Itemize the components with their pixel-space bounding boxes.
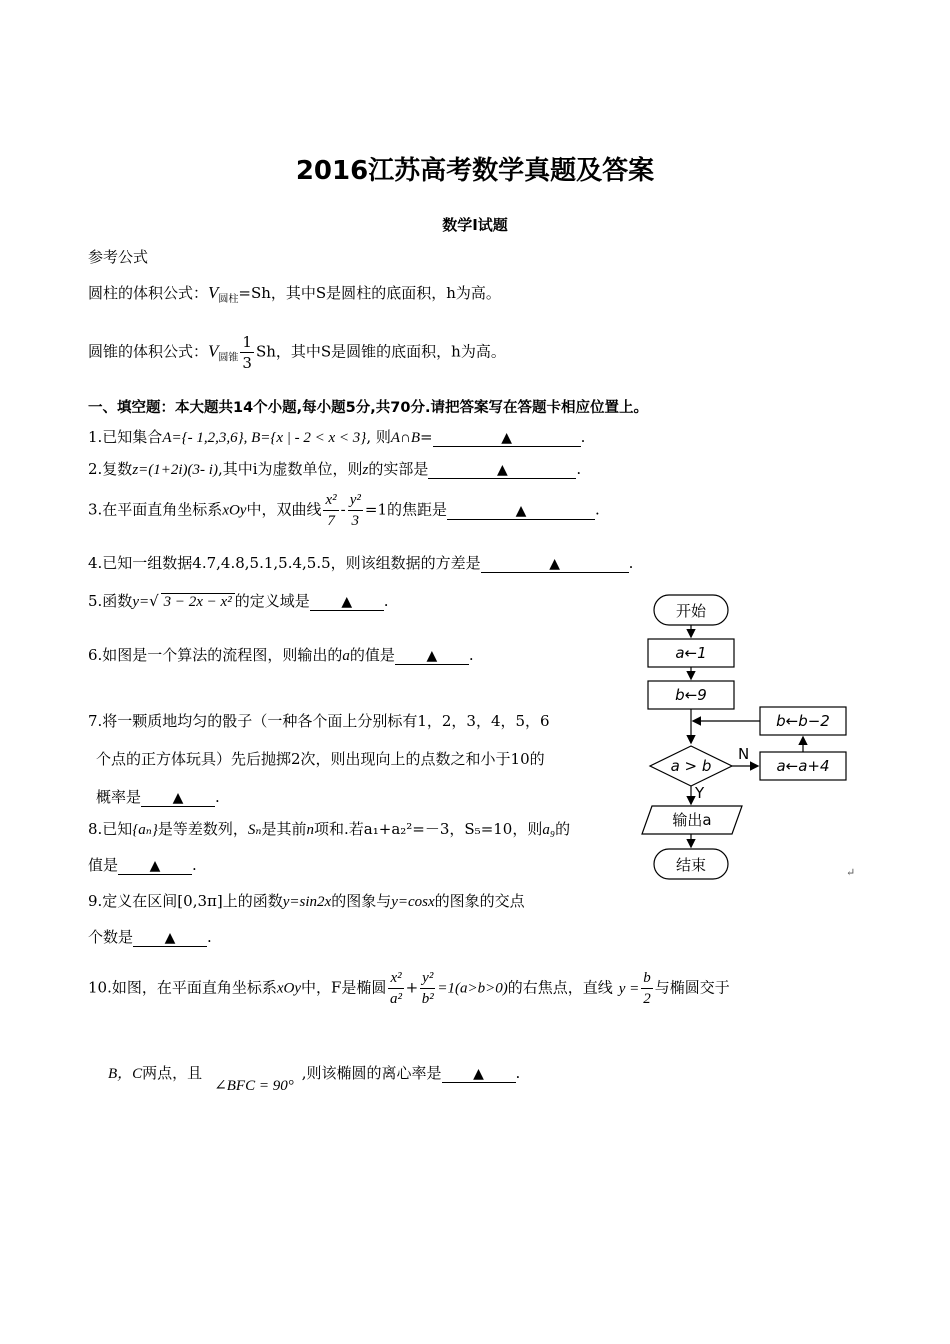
question-3 xyxy=(88,490,600,531)
page-title: 2016江苏高考数学真题及答案 xyxy=(295,156,655,186)
q3-frac-x xyxy=(323,490,338,531)
q10-ln: b xyxy=(641,968,653,989)
q10-line2-pre: 两点，且 xyxy=(142,1064,203,1082)
answer-blank[interactable] xyxy=(141,789,215,807)
q10-coord: xOy xyxy=(276,980,302,997)
q10-plus: + xyxy=(405,978,419,997)
question-8-line2 xyxy=(88,854,197,875)
cylinder-formula xyxy=(88,282,501,305)
q8-a9: a₉ xyxy=(542,822,556,838)
q8-mid3: 项和.若 xyxy=(314,820,364,838)
cone-v: V xyxy=(208,341,219,361)
q1-end: . xyxy=(580,428,586,446)
blank-triangle: ▲ xyxy=(172,790,184,806)
question-9-line1 xyxy=(88,890,525,911)
q10-eq: =1(a>b>0) xyxy=(437,980,508,997)
q1-post: = xyxy=(420,428,433,446)
q3-end: . xyxy=(595,500,600,519)
q3-coord: xOy xyxy=(222,502,247,519)
question-7-line2: 个点的正方体玩具）先后抛掷2次，则出现向上的点数之和小于10的 xyxy=(96,750,545,768)
q3-eq: =1 xyxy=(364,500,387,519)
q10-frac-x xyxy=(388,968,403,1009)
q9-line2: 个数是 xyxy=(88,928,134,946)
q10-frac-line xyxy=(641,968,653,1009)
question-1 xyxy=(88,426,585,447)
sqrt-icon: √ xyxy=(149,592,159,610)
question-8-line1 xyxy=(88,818,570,839)
q6-end: . xyxy=(468,646,474,664)
q9-post: 的图象的交点 xyxy=(434,892,525,910)
answer-blank[interactable] xyxy=(118,857,192,875)
q10-line2-post: ,则该椭圆的离心率是 xyxy=(301,1064,442,1082)
q9-f2: y=cosx xyxy=(391,894,435,910)
q8-sn: Sₙ xyxy=(247,822,262,838)
blank-triangle: ▲ xyxy=(341,594,353,610)
q3-d1: 7 xyxy=(327,513,335,529)
question-2 xyxy=(88,458,581,479)
q9-pre: 9.定义在区间[0,3π]上的函数 xyxy=(88,892,283,910)
q5-var: y= xyxy=(132,594,150,610)
flow-yes-label: Y xyxy=(695,784,705,802)
question-9-line2 xyxy=(88,926,212,947)
answer-blank[interactable] xyxy=(433,429,581,447)
q8-line2: 值是 xyxy=(88,856,119,874)
blank-triangle: ▲ xyxy=(473,1066,484,1082)
answer-blank[interactable] xyxy=(481,555,629,573)
q10-angle: ∠BFC = 90° xyxy=(214,1078,294,1094)
q3-mid: 中，双曲线 xyxy=(246,500,322,519)
answer-blank[interactable] xyxy=(428,461,576,479)
q3-n2: y² xyxy=(348,490,363,511)
q3-n1: x² xyxy=(323,490,338,511)
q3-minus: - xyxy=(340,500,346,519)
q8-cond: a₁+a₂²=－3，S₅=10，则 xyxy=(363,820,543,838)
flow-s1-label: a←1 xyxy=(675,644,707,662)
q3-pre: 3.在平面直角坐标系 xyxy=(88,500,223,519)
flow-s2-label: b←9 xyxy=(675,686,707,704)
question-10-line1 xyxy=(88,968,730,1009)
q2-mid: ,其中i为虚数单位，则 xyxy=(217,460,363,478)
q6-var: a xyxy=(342,648,350,664)
flow-loop1-label: a←a+4 xyxy=(776,757,830,775)
q2-post: 的实部是 xyxy=(368,460,429,478)
q1-pre: 1.已知集合 xyxy=(88,428,163,446)
blank-triangle: ▲ xyxy=(149,858,161,874)
cone-denominator: 3 xyxy=(242,354,252,372)
section-heading: 一、填空题：本大题共14个小题,每小题5分,共70分.请把答案写在答题卡相应位置上。 xyxy=(88,400,648,416)
q8-mid: 是等差数列， xyxy=(157,820,248,838)
q8-mid2: 是其前 xyxy=(261,820,307,838)
answer-blank[interactable] xyxy=(133,929,207,947)
q10-pre: 10.如图，在平面直角坐标系 xyxy=(88,978,277,997)
cone-suffix: Sh，其中S是圆锥的底面积，h为高。 xyxy=(255,342,506,361)
q10-end: . xyxy=(515,1064,521,1082)
blank-triangle: ▲ xyxy=(501,430,512,446)
blank-triangle: ▲ xyxy=(497,462,508,478)
q1-math: A={- 1,2,3,6}, B={x | - 2 < x < 3} xyxy=(162,430,367,446)
q10-line: y = xyxy=(618,980,640,997)
q2-pre: 2.复数 xyxy=(88,460,133,478)
q10-frac-y xyxy=(420,968,435,1009)
q10-ld: 2 xyxy=(643,991,651,1007)
q8-seq: {aₙ} xyxy=(132,822,158,838)
q5-end: . xyxy=(383,592,389,610)
question-7-line1: 7.将一颗质地均匀的骰子（一种各个面上分别标有1，2，3，4，5，6 xyxy=(88,712,550,730)
flow-output-label: 输出a xyxy=(672,811,712,829)
cone-numerator: 1 xyxy=(242,333,252,351)
q2-math: z=(1+2i)(3- i) xyxy=(132,462,218,478)
q7-line3: 概率是 xyxy=(96,788,142,806)
return-mark: ↵ xyxy=(846,866,856,879)
q9-mid: 的图象与 xyxy=(331,892,392,910)
q5-post: 的定义域是 xyxy=(234,592,310,610)
q10-n2: y² xyxy=(420,968,435,989)
flow-loop2-label: b←b−2 xyxy=(776,712,830,730)
q10-d1: a² xyxy=(390,991,403,1007)
q7-end: . xyxy=(215,788,220,806)
q4-text: 4.已知一组数据4.7,4.8,5.1,5.4,5.5，则该组数据的方差是 xyxy=(88,554,481,572)
q10-post: 与椭圆交于 xyxy=(654,978,730,997)
q9-end: . xyxy=(207,928,212,946)
cone-formula xyxy=(88,332,506,373)
flow-end-label: 结束 xyxy=(675,856,707,874)
question-4 xyxy=(88,552,633,573)
q1-math2: A∩B xyxy=(390,430,421,446)
answer-blank[interactable] xyxy=(447,502,595,520)
q1-mid: , 则 xyxy=(366,428,391,446)
cone-prefix: 圆锥的体积公式： xyxy=(88,342,209,361)
question-10-line2 xyxy=(108,1062,521,1094)
q6-pre: 6.如图是一个算法的流程图，则输出的 xyxy=(88,646,343,664)
q5-pre: 5.函数 xyxy=(88,592,133,610)
q8-end: . xyxy=(192,856,197,874)
q2-end: . xyxy=(576,460,582,478)
answer-blank[interactable] xyxy=(310,593,384,611)
q10-d2: b² xyxy=(421,991,434,1007)
question-7-line3 xyxy=(96,786,220,807)
flow-cond-label: a > b xyxy=(670,757,712,775)
q2-var: z xyxy=(362,462,369,478)
cone-sub: 圆锥 xyxy=(218,352,239,364)
q3-post: 的焦距是 xyxy=(387,500,448,519)
flow-start-label: 开始 xyxy=(675,602,707,620)
cone-fraction xyxy=(240,332,254,373)
blank-triangle: ▲ xyxy=(164,930,176,946)
cylinder-suffix: =Sh，其中S是圆柱的底面积，h为高。 xyxy=(238,284,501,302)
flow-no-label: N xyxy=(738,745,750,763)
cylinder-prefix: 圆柱的体积公式： xyxy=(88,284,209,302)
question-6 xyxy=(88,644,474,665)
formula-heading: 参考公式 xyxy=(88,248,149,266)
q10-points: B，C xyxy=(108,1066,143,1082)
q10-mid: 中，F是椭圆 xyxy=(301,978,387,997)
q10-n1: x² xyxy=(388,968,403,989)
cylinder-v: V xyxy=(208,283,219,302)
cylinder-sub: 圆柱 xyxy=(218,294,239,305)
q8-n: n xyxy=(306,822,315,838)
q3-d2: 3 xyxy=(351,513,360,529)
page-subtitle: 数学Ⅰ试题 xyxy=(442,216,508,234)
question-5 xyxy=(88,590,389,611)
answer-blank[interactable] xyxy=(395,647,469,665)
q3-frac-y xyxy=(348,490,363,531)
q10-mid2: 的右焦点，直线 xyxy=(507,978,613,997)
algorithm-flowchart xyxy=(640,592,880,882)
q9-f1: y=sin2x xyxy=(282,894,332,910)
q5-radicand: 3 − 2x − x² xyxy=(161,593,235,611)
answer-blank[interactable] xyxy=(442,1065,516,1083)
blank-triangle: ▲ xyxy=(515,502,527,519)
q8-post: 的 xyxy=(555,820,571,838)
blank-triangle: ▲ xyxy=(549,556,561,572)
q4-end: . xyxy=(628,554,634,572)
q8-pre: 8.已知 xyxy=(88,820,133,838)
blank-triangle: ▲ xyxy=(426,648,438,664)
q6-post: 的值是 xyxy=(349,646,395,664)
